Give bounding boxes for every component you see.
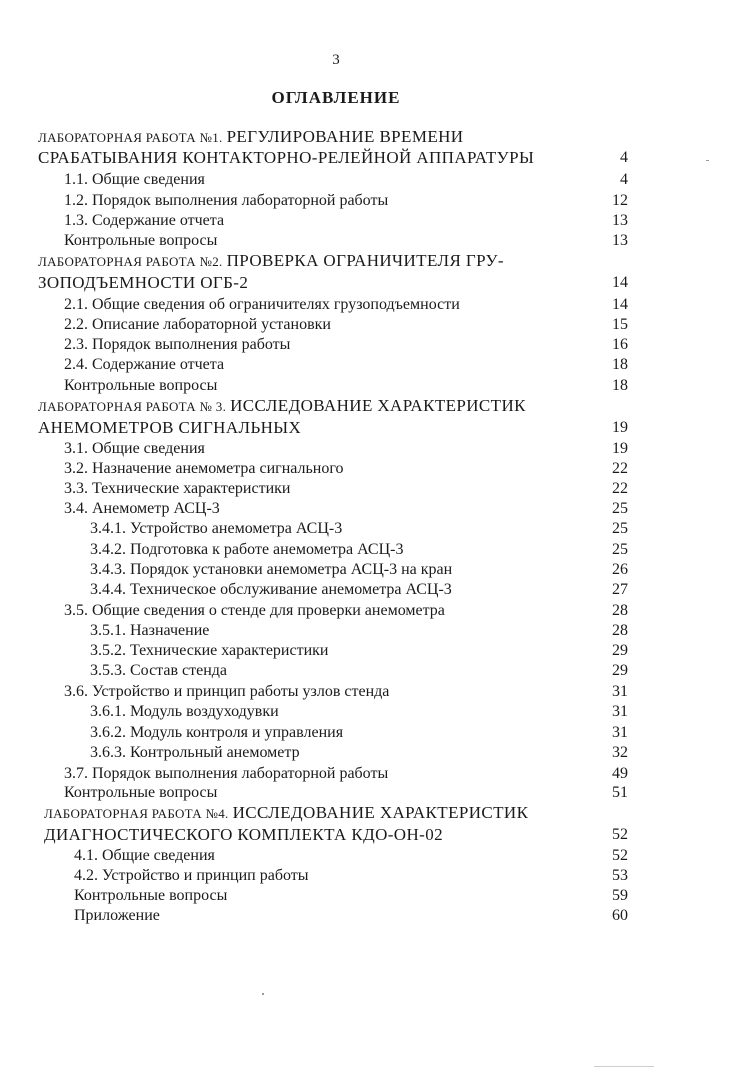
lab1-title-part1: РЕГУЛИРОВАНИЕ ВРЕМЕНИ (226, 127, 464, 146)
toc-entry-text: 3.4.3. Порядок установки анемометра АСЦ-3 на кран (90, 561, 453, 578)
toc-entry-text: 3.2. Назначение анемометра сигнального (64, 460, 344, 477)
toc-entry (0, 782, 734, 803)
toc-entry (0, 885, 734, 906)
toc-entry-text: 3.4.1. Устройство анемометра АСЦ-3 (90, 520, 343, 537)
toc-entry-page: 13 (612, 212, 628, 229)
lab4-title-part2: ДИАГНОСТИЧЕСКОГО КОМПЛЕКТА КДО-ОН-02 (44, 825, 444, 844)
lab3-heading-line1 (0, 395, 734, 416)
toc-entry (0, 458, 734, 479)
lab1-title-part2: СРАБАТЫВАНИЯ КОНТАКТОРНО-РЕЛЕЙНОЙ АППАРАТУРЫ (38, 148, 535, 167)
toc-entry (0, 334, 734, 355)
toc-entry-page: 53 (612, 867, 628, 884)
toc-entry-text: 3.5.3. Состав стенда (90, 662, 228, 679)
lab4-heading-line2 (0, 824, 734, 845)
toc-entry (0, 539, 734, 560)
toc-entry (0, 294, 734, 315)
toc-entry (0, 438, 734, 459)
toc-entry-page: 28 (612, 622, 628, 639)
toc-entry-page: 60 (612, 907, 628, 924)
toc-entry-text: Контрольные вопросы (64, 377, 218, 394)
toc-entry-page: 16 (612, 336, 628, 353)
lab2-title-part2: ЗОПОДЪЕМНОСТИ ОГБ-2 (38, 273, 249, 292)
toc-entry (0, 498, 734, 519)
toc-entry (0, 169, 734, 190)
page-number: 3 (332, 52, 340, 68)
toc-entry-page: 14 (612, 296, 628, 313)
toc-entry (0, 742, 734, 763)
toc-entry-page: 19 (612, 440, 628, 457)
toc-entry (0, 518, 734, 539)
lab1-heading-line2 (0, 147, 734, 168)
lab2-title-part1: ПРОВЕРКА ОГРАНИЧИТЕЛЯ ГРУ- (226, 251, 504, 270)
toc-entry-text: 3.6.3. Контрольный анемометр (90, 744, 300, 761)
toc-entry-page: 22 (612, 480, 628, 497)
toc-entry (0, 865, 734, 886)
toc-entry (0, 354, 734, 375)
toc-entry-text: 4.2. Устройство и принцип работы (74, 867, 309, 884)
toc-entry-page: 51 (612, 784, 628, 801)
scan-speck (262, 993, 264, 995)
toc-entry-text: 3.4.2. Подготовка к работе анемометра АСЦ-3 (90, 541, 404, 558)
lab1-label: ЛАБОРАТОРНАЯ РАБОТА №1. (38, 130, 223, 145)
toc-entry-text: 3.4. Анемометр АСЦ-3 (64, 500, 220, 517)
lab1-page: 4 (620, 149, 628, 166)
toc-entry-text: 3.5. Общие сведения о стенде для проверки анемометра (64, 602, 445, 619)
toc-entry-page: 13 (612, 232, 628, 249)
lab3-title-part2: АНЕМОМЕТРОВ СИГНАЛЬНЫХ (38, 418, 302, 437)
toc-entry (0, 681, 734, 702)
toc-entry (0, 763, 734, 784)
toc-entry-text: Приложение (74, 907, 160, 924)
toc-entry (0, 579, 734, 600)
toc-entry-text: Контрольные вопросы (64, 784, 218, 801)
toc-entry (0, 722, 734, 743)
toc-entry (0, 660, 734, 681)
lab3-page: 19 (612, 419, 628, 436)
toc-entry-text: 3.5.1. Назначение (90, 622, 210, 639)
toc-entry (0, 190, 734, 211)
toc-entry (0, 230, 734, 251)
toc-entry-text: 3.3. Технические характеристики (64, 480, 291, 497)
lab3-heading-line2 (0, 417, 734, 438)
toc-entry-page: 31 (612, 703, 628, 720)
toc-entry-text: 3.6.2. Модуль контроля и управления (90, 724, 344, 741)
scan-speck (594, 1066, 654, 1067)
toc-entry (0, 845, 734, 866)
toc-entry-page: 22 (612, 460, 628, 477)
toc-entry-text: 1.3. Содержание отчета (64, 212, 225, 229)
toc-entry (0, 210, 734, 231)
toc-entry-page: 18 (612, 377, 628, 394)
toc-entry-page: 49 (612, 765, 628, 782)
toc-entry-text: 3.5.2. Технические характеристики (90, 642, 329, 659)
toc-entry-text: 2.3. Порядок выполнения работы (64, 336, 291, 353)
toc-entry-text: 3.7. Порядок выполнения лабораторной работы (64, 765, 389, 782)
lab1-heading-line1 (0, 126, 734, 147)
toc-entry (0, 559, 734, 580)
toc-entry-page: 26 (612, 561, 628, 578)
toc-entry-page: 59 (612, 887, 628, 904)
toc-entry-page: 25 (612, 541, 628, 558)
lab2-heading-line1 (0, 250, 734, 271)
toc-entry-text: 3.6.1. Модуль воздуходувки (90, 703, 279, 720)
toc-entry-text: 3.1. Общие сведения (64, 440, 205, 457)
toc-entry-text: 4.1. Общие сведения (74, 847, 215, 864)
toc-entry-text: Контрольные вопросы (74, 887, 228, 904)
lab4-page: 52 (612, 826, 628, 843)
lab2-label: ЛАБОРАТОРНАЯ РАБОТА №2. (38, 254, 223, 269)
toc-entry-text: 3.4.4. Техническое обслуживание анемометра АСЦ-3 (90, 581, 452, 598)
toc-entry (0, 314, 734, 335)
lab3-title-part1: ИССЛЕДОВАНИЕ ХАРАКТЕРИСТИК (230, 396, 526, 415)
toc-entry-page: 25 (612, 520, 628, 537)
toc-entry-page: 18 (612, 356, 628, 373)
toc-entry-text: 1.1. Общие сведения (64, 171, 205, 188)
toc-title: ОГЛАВЛЕНИЕ (271, 88, 401, 107)
toc-entry-page: 31 (612, 683, 628, 700)
toc-entry-page: 29 (612, 662, 628, 679)
toc-entry-page: 31 (612, 724, 628, 741)
lab4-heading-line1 (0, 802, 734, 823)
toc-entry-page: 25 (612, 500, 628, 517)
toc-entry-page: 29 (612, 642, 628, 659)
toc-entry (0, 701, 734, 722)
toc-entry-text: 2.1. Общие сведения об ограничителях грузоподъемности (64, 296, 460, 313)
toc-entry-page: 52 (612, 847, 628, 864)
toc-entry (0, 620, 734, 641)
lab2-page: 14 (612, 274, 628, 291)
toc-entry-page: 28 (612, 602, 628, 619)
toc-entry (0, 905, 734, 926)
toc-entry-page: 27 (612, 581, 628, 598)
toc-entry (0, 600, 734, 621)
toc-entry-text: 2.4. Содержание отчета (64, 356, 225, 373)
toc-entry-page: 12 (612, 192, 628, 209)
toc-entry-text: Контрольные вопросы (64, 232, 218, 249)
toc-entry (0, 640, 734, 661)
lab4-title-part1: ИССЛЕДОВАНИЕ ХАРАКТЕРИСТИК (232, 803, 529, 822)
toc-entry-text: 1.2. Порядок выполнения лабораторной работы (64, 192, 389, 209)
toc-entry-page: 15 (612, 316, 628, 333)
toc-entry-page: 32 (612, 744, 628, 761)
lab4-label: ЛАБОРАТОРНАЯ РАБОТА №4. (44, 806, 229, 821)
toc-entry (0, 478, 734, 499)
toc-entry-text: 3.6. Устройство и принцип работы узлов стенда (64, 683, 390, 700)
toc-entry (0, 375, 734, 396)
scan-speck (706, 160, 709, 161)
lab3-label: ЛАБОРАТОРНАЯ РАБОТА № 3. (38, 399, 227, 414)
toc-entry-page: 4 (620, 171, 628, 188)
lab2-heading-line2 (0, 272, 734, 293)
toc-entry-text: 2.2. Описание лабораторной установки (64, 316, 331, 333)
